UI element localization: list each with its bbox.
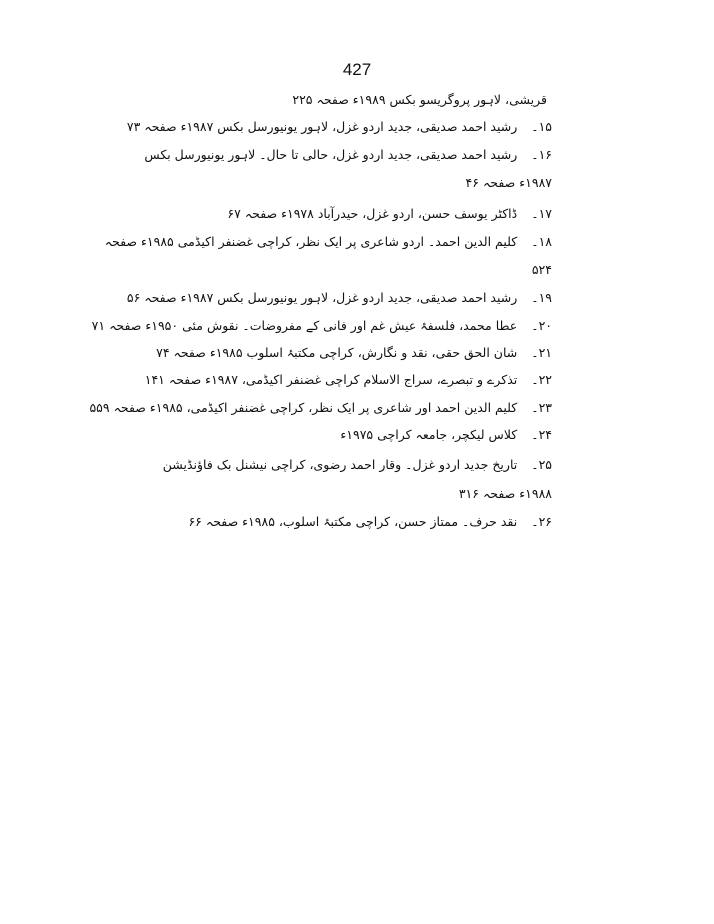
entry-text: تاریخ جدید اردو غزل۔ وقار احمد رضوی، کراچی نیشنل بک فاؤنڈیشن	[162, 457, 518, 472]
entry-number: ۲۱۔	[531, 345, 552, 360]
list-item	[227, 204, 552, 224]
list-item	[163, 455, 552, 475]
entry-text: رشید احمد صدیقی، جدید اردو غزل، لاہور یونیورسل بکس ۱۹۸۷ء صفحہ ۵۶	[126, 290, 518, 305]
entry-text: تذکرے و تبصرے، سراج الاسلام کراچی غضنفر اکیڈمی، ۱۹۸۷ء صفحہ ۱۴۱	[144, 372, 518, 387]
list-item	[340, 425, 552, 445]
entry-number: ۱۸۔	[531, 234, 552, 249]
list-item	[156, 343, 552, 363]
entry-continuation: ۱۹۸۸ء صفحہ ۳۱۶	[458, 486, 552, 501]
entry-text: کلاس لیکچر، جامعہ کراچی ۱۹۷۵ء	[340, 427, 518, 442]
entry-number: ۲۳۔	[531, 400, 552, 415]
entry-text: کلیم الدین احمد اور شاعری پر ایک نظر، کراچی غضنفر اکیڈمی، ۱۹۸۵ء صفحہ ۵۵۹	[89, 400, 518, 415]
list-item	[144, 145, 552, 165]
entry-number: ۲۶۔	[531, 514, 552, 529]
list-item	[127, 117, 552, 137]
entry-number: ۱۹۔	[531, 290, 552, 305]
page-number: 427	[342, 60, 372, 79]
entry-number: ۱۵۔	[531, 119, 552, 134]
list-item	[89, 398, 552, 418]
entry-text: شان الحق حقی، نقد و نگارش، کراچی مکتبۂ اسلوب ۱۹۸۵ء صفحہ ۷۴	[156, 345, 518, 360]
entry-text: نقد حرف۔ ممتاز حسن، کراچی مکتبۂ اسلوب، ۱۹۸۵ء صفحہ ۶۶	[188, 514, 518, 529]
list-item	[145, 370, 552, 390]
entry-number: ۲۴۔	[531, 427, 552, 442]
list-item	[127, 288, 552, 308]
list-item	[92, 316, 552, 336]
entry-number: ۲۲۔	[531, 372, 552, 387]
entry-number: ۲۵۔	[531, 457, 552, 472]
entry-continuation: ۵۲۴	[531, 262, 552, 277]
entry-number: ۱۶۔	[531, 147, 552, 162]
entry-number: ۲۰۔	[531, 318, 552, 333]
entry-text: عطا محمد، فلسفۂ عیش غم اور فانی کے مفروضات۔ نقوش مئی ۱۹۵۰ء صفحہ ۷۱	[91, 318, 518, 333]
entry-text: رشید احمد صدیقی، جدید اردو غزل، لاہور یونیورسل بکس ۱۹۸۷ء صفحہ ۷۳	[126, 119, 518, 134]
entry-text: رشید احمد صدیقی، جدید اردو غزل، حالی تا حال۔ لاہور یونیورسل بکس	[144, 147, 518, 162]
entry-number: ۱۷۔	[531, 206, 552, 221]
entry-continuation: ۱۹۸۷ء صفحہ ۴۶	[465, 175, 552, 190]
entry-text: ڈاکٹر یوسف حسن، اردو غزل، حیدرآباد ۱۹۷۸ء صفحہ ۶۷	[227, 206, 518, 221]
list-item	[188, 512, 552, 532]
continuation-line: قریشی، لاہور پروگریسو بکس ۱۹۸۹ء صفحہ ۲۲۵	[292, 92, 547, 107]
entry-text: کلیم الدین احمد۔ اردو شاعری پر ایک نظر، کراچی غضنفر اکیڈمی ۱۹۸۵ء صفحہ	[104, 234, 518, 249]
list-item	[105, 232, 552, 252]
